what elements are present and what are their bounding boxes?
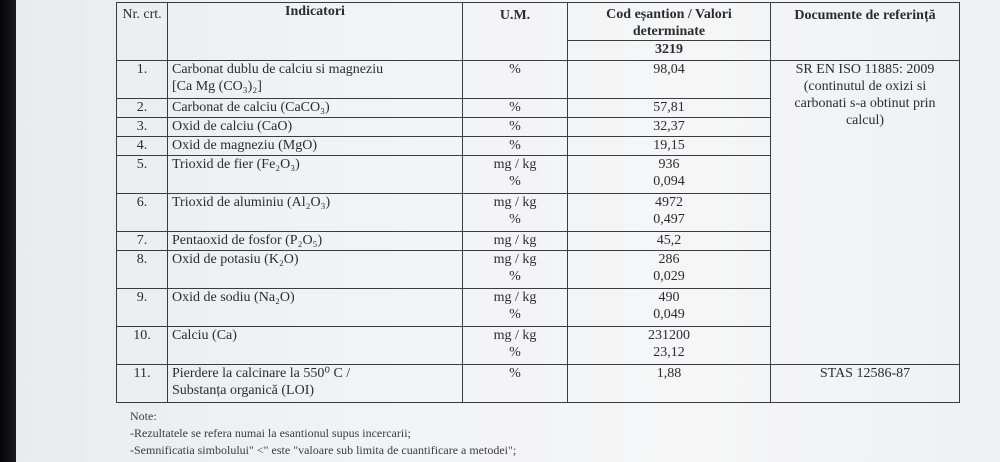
header-nr: Nr. crt. — [117, 3, 168, 61]
unit-value: % — [509, 366, 521, 381]
indicator-name — [168, 251, 463, 289]
unit-value: mg / kg — [493, 157, 537, 172]
table-header-row — [117, 3, 960, 41]
indicator-line: Oxid de sodiu (Na₂O) — [172, 290, 295, 305]
row-number: 4. — [117, 137, 168, 156]
unit-value: % — [509, 345, 521, 360]
value-cell — [568, 137, 771, 156]
row-number: 3. — [117, 118, 168, 137]
row-number: 9. — [117, 289, 168, 327]
unit-value: mg / kg — [493, 233, 537, 248]
indicator-line: Trioxid de aluminiu (Al₂O₃) — [172, 195, 331, 210]
indicator-line: [Ca Mg (CO₃)₂] — [172, 79, 262, 94]
measured-value: 45,2 — [656, 233, 682, 248]
measured-value: 0,029 — [653, 269, 685, 284]
measured-value: 286 — [658, 252, 680, 267]
indicator-line: Pierdere la calcinare la 550⁰ C / — [172, 366, 351, 381]
value-cell — [568, 251, 771, 289]
unit-cell — [463, 99, 568, 118]
unit-cell — [463, 289, 568, 327]
measured-value: 231200 — [648, 328, 690, 343]
unit-value: % — [509, 100, 521, 115]
unit-value: % — [509, 119, 521, 134]
indicator-name — [168, 194, 463, 232]
indicator-name — [168, 327, 463, 365]
value-cell — [568, 194, 771, 232]
indicator-line: Substanța organică (LOI) — [172, 383, 315, 398]
header-um: U.M. — [463, 3, 568, 61]
indicator-name — [168, 118, 463, 137]
reference-standard-main — [771, 61, 960, 365]
unit-value: % — [509, 174, 521, 189]
row-number: 5. — [117, 156, 168, 194]
unit-cell — [463, 327, 568, 365]
measured-value: 0,497 — [653, 212, 685, 227]
value-cell — [568, 118, 771, 137]
measured-value: 4972 — [655, 195, 683, 210]
unit-cell — [463, 156, 568, 194]
unit-value: mg / kg — [493, 290, 537, 305]
header-indicatori: Indicatori — [168, 3, 463, 61]
measured-value: 98,04 — [653, 62, 685, 77]
indicator-line: Oxid de magneziu (MgO) — [172, 138, 318, 153]
reference-line: calcul) — [845, 113, 885, 128]
reference-line: SR EN ISO 11885: 2009 — [795, 62, 935, 77]
table-row — [117, 61, 960, 99]
row-number: 11. — [117, 365, 168, 403]
header-cod: Cod eșantion / Valori determinate — [568, 3, 771, 41]
reference-line: carbonati s-a obtinut prin — [794, 96, 936, 111]
measured-value: 936 — [658, 157, 680, 172]
value-cell — [568, 327, 771, 365]
unit-value: mg / kg — [493, 328, 537, 343]
value-cell — [568, 99, 771, 118]
reference-line: (continutul de oxizi si — [803, 79, 927, 94]
measured-value: 23,12 — [653, 345, 685, 360]
row-number: 2. — [117, 99, 168, 118]
results-table — [116, 2, 960, 403]
unit-value: % — [509, 212, 521, 227]
indicator-line: Trioxid de fier (Fe₂O₃) — [172, 157, 300, 172]
table-row — [117, 365, 960, 403]
measured-value: 0,094 — [653, 174, 685, 189]
notes-title: Note: — [130, 409, 157, 423]
photo-edge — [0, 0, 16, 462]
indicator-line: Carbonat de calciu (CaCO₃) — [172, 100, 330, 115]
header-docs: Documente de referință — [771, 3, 960, 61]
indicator-name — [168, 99, 463, 118]
row-number: 1. — [117, 61, 168, 99]
indicator-name — [168, 232, 463, 251]
note-line: -Semnificatia simbolului" <" este "valoare sub limita de cuantificare a metodei"; — [130, 443, 517, 457]
header-sample-code: 3219 — [568, 41, 771, 61]
unit-cell — [463, 194, 568, 232]
value-cell — [568, 61, 771, 99]
indicator-name — [168, 137, 463, 156]
value-cell — [568, 365, 771, 403]
indicator-line: Oxid de potasiu (K₂O) — [172, 252, 299, 267]
note-line: -Rezultatele se refera numai la esantionul supus incercarii; — [130, 426, 411, 440]
row-number: 8. — [117, 251, 168, 289]
row-number: 10. — [117, 327, 168, 365]
indicator-line: Pentaoxid de fosfor (P₂O₅) — [172, 233, 323, 248]
unit-value: % — [509, 269, 521, 284]
unit-cell — [463, 118, 568, 137]
row-number: 7. — [117, 232, 168, 251]
indicator-name — [168, 61, 463, 99]
indicator-line: Carbonat dublu de calciu si magneziu — [172, 62, 384, 77]
indicator-line: Oxid de calciu (CaO) — [172, 119, 293, 134]
indicator-line: Calciu (Ca) — [172, 328, 237, 343]
measured-value: 0,049 — [653, 307, 685, 322]
reference-standard-loi: STAS 12586-87 — [771, 365, 960, 403]
value-cell — [568, 156, 771, 194]
measured-value: 32,37 — [653, 119, 685, 134]
unit-value: mg / kg — [493, 195, 537, 210]
notes-section — [130, 408, 516, 459]
unit-value: % — [509, 138, 521, 153]
indicator-name — [168, 156, 463, 194]
row-number: 6. — [117, 194, 168, 232]
indicator-name — [168, 365, 463, 403]
value-cell — [568, 232, 771, 251]
unit-value: % — [509, 307, 521, 322]
measured-value: 1,88 — [656, 366, 682, 381]
unit-value: mg / kg — [493, 252, 537, 267]
measured-value: 490 — [658, 290, 680, 305]
unit-cell — [463, 137, 568, 156]
unit-cell — [463, 365, 568, 403]
unit-cell — [463, 61, 568, 99]
value-cell — [568, 289, 771, 327]
unit-cell — [463, 232, 568, 251]
unit-cell — [463, 251, 568, 289]
unit-value: % — [509, 62, 521, 77]
measured-value: 57,81 — [653, 100, 685, 115]
indicator-name — [168, 289, 463, 327]
measured-value: 19,15 — [653, 138, 685, 153]
